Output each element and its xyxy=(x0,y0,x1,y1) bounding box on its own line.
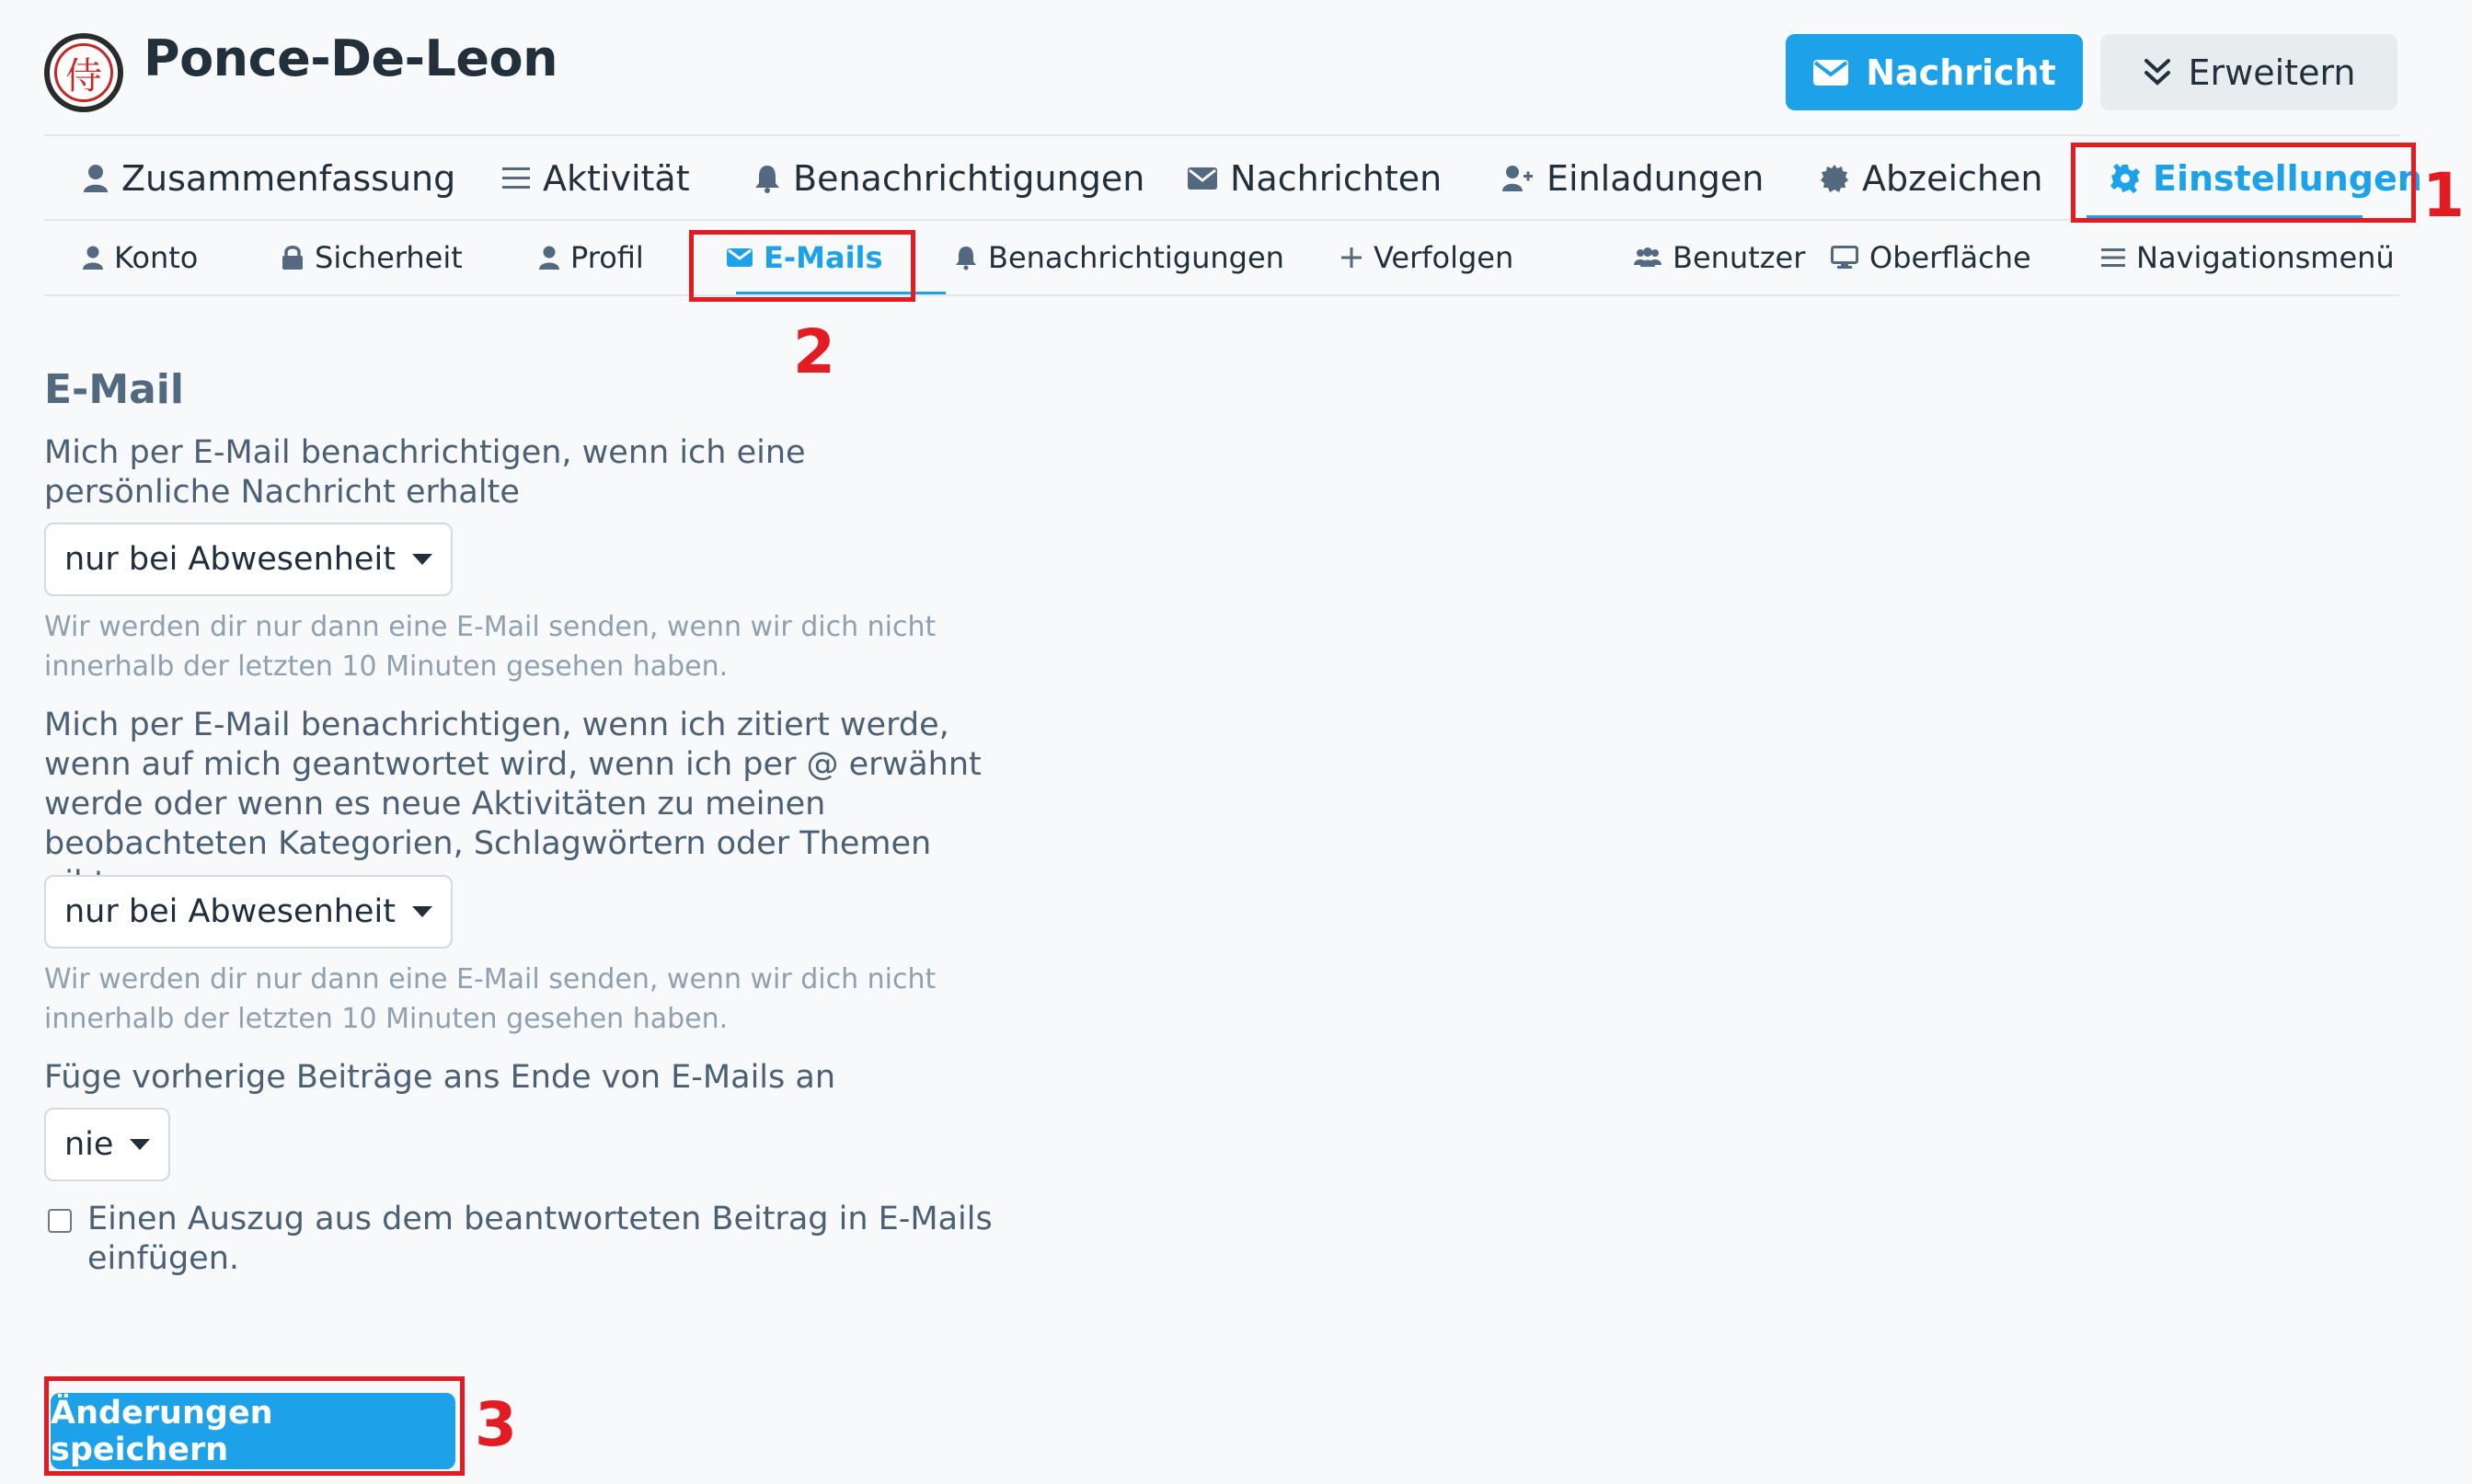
caret-down-icon xyxy=(130,1139,150,1150)
nav-item-label: Aktivität xyxy=(543,158,690,199)
avatar[interactable] xyxy=(44,33,123,112)
user-icon xyxy=(83,164,109,193)
annotation-number-3: 3 xyxy=(475,1389,517,1460)
envelope-icon xyxy=(1812,58,1849,87)
pm-email-hint: Wir werden dir nur dann eine E-Mail senden, wenn wir dich nicht innerhalb der letzten 10 Minuten gesehen haben. xyxy=(44,611,937,683)
lock-icon xyxy=(282,245,304,270)
subnav-item-account[interactable] xyxy=(83,221,198,294)
envelope-icon xyxy=(1188,167,1217,190)
nav-item-messages[interactable] xyxy=(1188,138,1442,219)
annotation-number-2: 2 xyxy=(793,316,835,387)
main-nav xyxy=(44,138,2422,219)
sub-nav xyxy=(44,221,2399,294)
nav-item-notifications[interactable] xyxy=(754,138,1144,219)
pm-email-select[interactable] xyxy=(44,523,453,596)
nav-item-label: Abzeichen xyxy=(1862,158,2043,199)
nav-item-summary[interactable] xyxy=(83,138,455,219)
subnav-item-notifications[interactable] xyxy=(955,221,1284,294)
message-button-label: Nachricht xyxy=(1866,52,2056,93)
subnav-item-follow[interactable] xyxy=(1340,221,1513,294)
annotation-box-1 xyxy=(2071,143,2416,223)
list-icon xyxy=(502,167,530,190)
double-chevron-down-icon xyxy=(2143,57,2172,88)
activity-email-hint: Wir werden dir nur dann eine E-Mail senden, wenn wir dich nicht innerhalb der letzten 10 Minuten gesehen haben. xyxy=(44,963,937,1035)
subnav-item-label: Benachrichtigungen xyxy=(988,240,1284,275)
annotation-number-1: 1 xyxy=(2422,160,2465,231)
subnav-item-security[interactable] xyxy=(282,221,463,294)
excerpt-checkbox-label[interactable]: Einen Auszug aus dem beantworteten Beitrag in E-Mails einfügen. xyxy=(87,1201,993,1277)
nav-item-label: Einladungen xyxy=(1546,158,1765,199)
nav-item-label: Einstellungen xyxy=(2153,158,2422,199)
subnav-item-navigation-menu[interactable] xyxy=(2101,221,2395,294)
activity-email-select[interactable] xyxy=(44,875,453,949)
subnav-item-label: E-Mails xyxy=(764,240,883,275)
subnav-item-profile[interactable] xyxy=(539,221,644,294)
previous-posts-select[interactable] xyxy=(44,1108,170,1181)
divider xyxy=(44,294,2399,296)
subnav-item-label: Verfolgen xyxy=(1374,240,1514,275)
message-button[interactable] xyxy=(1786,34,2083,110)
nav-item-label: Nachrichten xyxy=(1230,158,1443,199)
divider xyxy=(44,134,2399,136)
nav-item-invites[interactable] xyxy=(1502,138,1764,219)
caret-down-icon xyxy=(412,906,432,917)
expand-button[interactable] xyxy=(2100,34,2397,110)
nav-item-label: Benachrichtigungen xyxy=(793,158,1145,199)
excerpt-checkbox[interactable] xyxy=(48,1209,72,1233)
subnav-item-users[interactable] xyxy=(1634,221,1805,294)
subnav-item-label: Konto xyxy=(114,240,199,275)
expand-button-label: Erweitern xyxy=(2188,52,2356,93)
nav-item-activity[interactable] xyxy=(502,138,690,219)
previous-posts-select-value: nie xyxy=(64,1126,114,1163)
subnav-item-label: Sicherheit xyxy=(315,240,463,275)
subnav-item-label: Oberfläche xyxy=(1869,240,2031,275)
users-icon xyxy=(1634,247,1661,268)
badge-icon xyxy=(1820,164,1849,193)
subnav-item-label: Profil xyxy=(570,240,644,275)
caret-down-icon xyxy=(412,554,432,565)
bell-icon xyxy=(754,164,780,193)
nav-item-badges[interactable] xyxy=(1820,138,2042,219)
pm-email-select-value: nur bei Abwesenheit xyxy=(64,541,396,578)
desktop-icon xyxy=(1831,246,1858,270)
plus-icon xyxy=(1340,247,1362,269)
username: Ponce-De-Leon xyxy=(144,29,558,87)
save-changes-button[interactable]: Änderungen speichern xyxy=(51,1393,455,1469)
bell-icon xyxy=(955,245,977,270)
section-title: E-Mail xyxy=(44,366,184,413)
avatar-glyph: 侍 xyxy=(54,43,113,102)
nav-item-label: Zusammenfassung xyxy=(121,158,456,199)
user-plus-icon xyxy=(1502,165,1534,192)
previous-posts-label: Füge vorherige Beiträge ans Ende von E-Mails an xyxy=(44,1059,836,1096)
user-icon xyxy=(539,246,559,270)
subnav-item-label: Benutzer xyxy=(1673,240,1806,275)
bars-icon xyxy=(2101,247,2125,268)
pm-email-label: Mich per E-Mail benachrichtigen, wenn ich eine persönliche Nachricht erhalte xyxy=(44,434,806,511)
annotation-box-2 xyxy=(689,230,915,302)
subnav-item-label: Navigationsmenü xyxy=(2136,240,2395,275)
activity-email-select-value: nur bei Abwesenheit xyxy=(64,893,396,930)
subnav-item-interface[interactable] xyxy=(1831,221,2031,294)
activity-email-label: Mich per E-Mail benachrichtigen, wenn ich zitiert werde, wenn auf mich geantwortet wird, wenn ich per @ erwähnt werde oder wenn es neue Aktivitäten zu meinen beobachteten Kategorien, Schlagwörtern oder Themen xyxy=(44,707,982,862)
user-icon xyxy=(83,246,103,270)
